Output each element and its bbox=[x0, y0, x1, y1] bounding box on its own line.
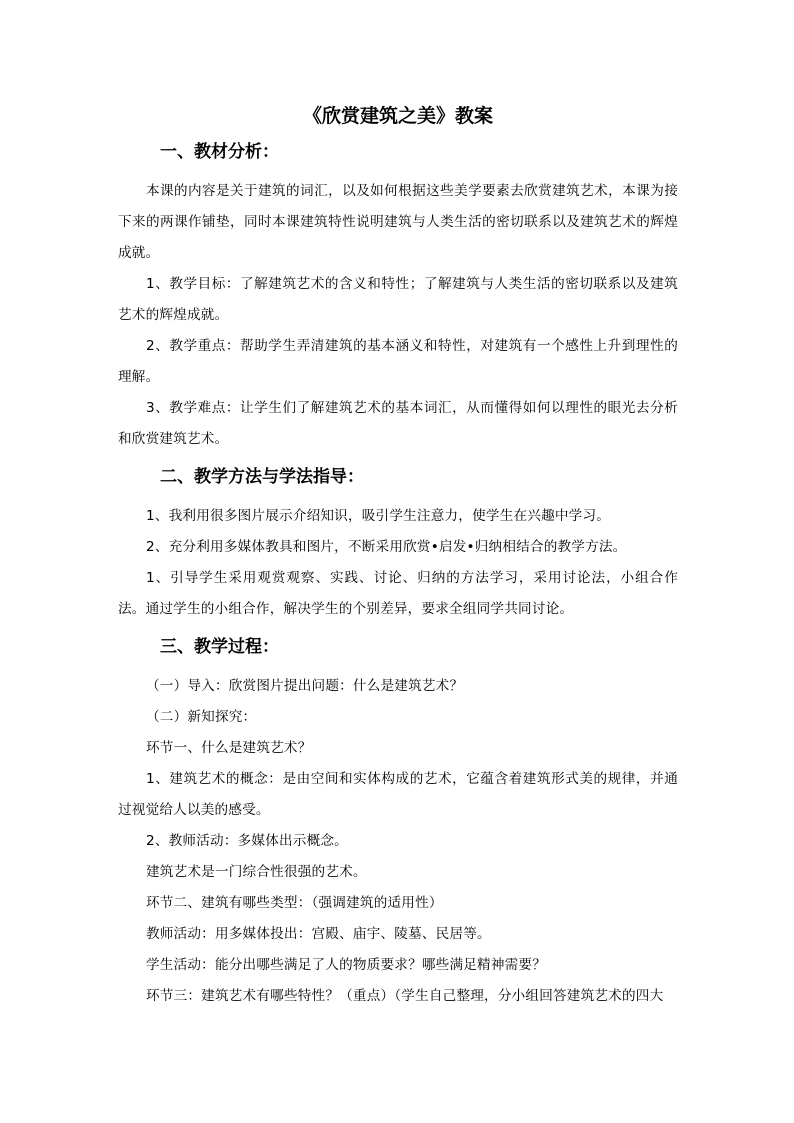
paragraph: 本课的内容是关于建筑的词汇，以及如何根据这些美学要素去欣赏建筑艺术，本课为接下来的两课作铺垫，同时本课建筑特性说明建筑与人类生活的密切联系以及建筑艺术的辉煌成就。 bbox=[118, 183, 678, 261]
paragraph: 2、充分利用多媒体教具和图片，不断采用欣赏•启发•归纳相结合的教学方法。 bbox=[146, 539, 627, 555]
paragraph: 1、建筑艺术的概念：是由空间和实体构成的艺术，它蕴含着建筑形式美的规律，并通过视觉给人以美的感受。 bbox=[118, 771, 678, 818]
paragraph: 学生活动：能分出哪些满足了人的物质要求？哪些满足精神需要？ bbox=[146, 957, 547, 973]
paragraph: 1、我利用很多图片展示介绍知识，吸引学生注意力，使学生在兴趣中学习。 bbox=[146, 508, 611, 524]
paragraph: 教师活动：用多媒体投出：宫殿、庙宇、陵墓、民居等。 bbox=[146, 926, 491, 942]
paragraph: 1、教学目标：了解建筑艺术的含义和特性；了解建筑与人类生活的密切联系以及建筑艺术的辉煌成就。 bbox=[118, 276, 678, 323]
paragraph: 环节一、什么是建筑艺术？ bbox=[146, 740, 312, 756]
paragraph: 2、教师活动：多媒体出示概念。 bbox=[146, 833, 348, 849]
paragraph: 环节二、建筑有哪些类型：（强调建筑的适用性） bbox=[146, 895, 443, 911]
section-heading-analysis: 一、教材分析： bbox=[160, 142, 279, 162]
document-title: 《欣赏建筑之美》教案 bbox=[302, 105, 493, 127]
paragraph: （一）导入：欣赏图片提出问题：什么是建筑艺术？ bbox=[146, 678, 464, 694]
paragraph: （二）新知探究： bbox=[146, 709, 257, 725]
paragraph: 2、教学重点：帮助学生弄清建筑的基本涵义和特性，对建筑有一个感性上升到理性的理解。 bbox=[118, 338, 678, 385]
section-heading-methods: 二、教学方法与学法指导： bbox=[160, 467, 364, 487]
paragraph: 建筑艺术是一门综合性很强的艺术。 bbox=[146, 864, 367, 880]
paragraph: 3、教学难点：让学生们了解建筑艺术的基本词汇，从而懂得如何以理性的眼光去分析和欣赏建筑艺术。 bbox=[118, 400, 678, 447]
paragraph: 环节三：建筑艺术有哪些特性？（重点）（学生自己整理，分小组回答建筑艺术的四大 bbox=[146, 988, 664, 1004]
section-heading-process: 三、教学过程： bbox=[160, 637, 279, 657]
paragraph: 1、引导学生采用观赏观察、实践、讨论、归纳的方法学习，采用讨论法，小组合作法。通过学生的小组合作，解决学生的个别差异，要求全组同学共同讨论。 bbox=[118, 570, 678, 617]
document-body bbox=[118, 102, 678, 1012]
